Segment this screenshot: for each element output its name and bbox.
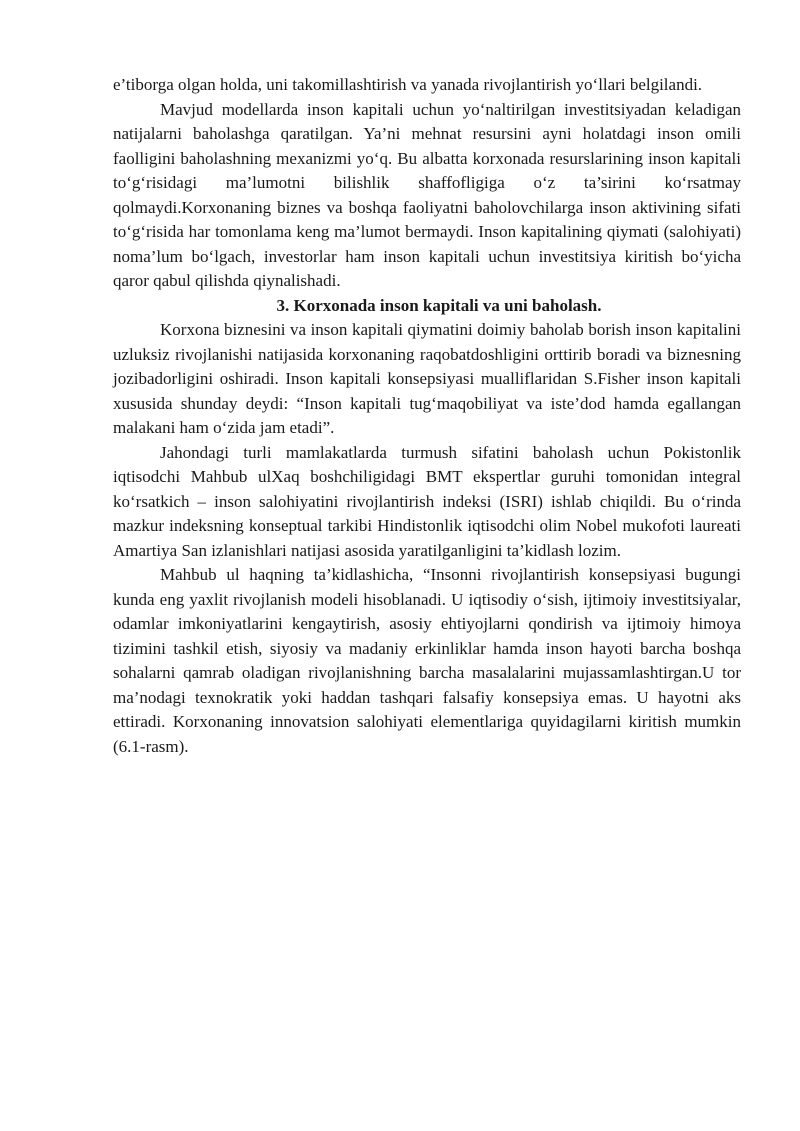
paragraph-mahbub: Mahbub ul haqning ta’kidlashicha, “Insonni rivojlantirish konsepsiyasi bugungi kunda eng yaxlit rivojlanish modeli hisoblanadi. U iqtisodiy o‘sish, ijtimoiy investitsiyalar, odamlar imkoniyatlarini kengaytirish, asosiy ehtiyojlarni qondirish va ijtimoiy himoya tizimini tashkil etish, siyosiy va madaniy erkinliklar hamda inson hayoti barcha boshqa sohalarni qamrab oladigan rivojlanishning barcha masalalarini mujassamlashtirgan.U tor ma’nodagi texnokratik yoki haddan tashqari falsafiy konsepsiya emas. U hayotni aks ettiradi. Korxonaning innovatsion salohiyati elementlariga quyidagilarni kiritish mumkin (6.1-rasm). <box>113 565 741 756</box>
paragraph-fisher: Korxona biznesini va inson kapitali qiymatini doimiy baholab borish inson kapitalini uzluksiz rivojlanishi natijasida korxonaning raqobatdoshligini orttirib boradi va biznesning jozibadorligini oshiradi. Inson kapitali konsepsiyasi mualliflaridan S.Fisher inson kapitali xususida shunday deydi: “Inson kapitali tug‘maqobiliyat va iste’dod hamda egallangan malakani ham o‘zida jam etadi”. <box>113 320 741 437</box>
paragraph-continuation: e’tiborga olgan holda, uni takomillashtirish va yanada rivojlantirish yo‘llari belgilandi. <box>113 75 703 94</box>
paragraph-models: Mavjud modellarda inson kapitali uchun yo‘naltirilgan investitsiyadan keladigan natijalarni baholashga qaratilgan. Ya’ni mehnat resursini ayni holatdagi inson omili faolligini baholashning mexanizmi yo‘q. Bu albatta korxonada resurslarining inson kapitali to‘g‘risidagi ma’lumotni bilishlik shaffofligiga o‘z ta’sirini ko‘rsatmay qolmaydi.Korxonaning biznes va boshqa faoliyatni baholovchilarga inson aktivining sifati to‘g‘risida har tomonlama keng ma’lumot bermaydi. Inson kapitalining qiymati (salohiyati) noma’lum bo‘lgach, investorlar ham inson kapitali uchun investitsiya kiritish bo‘yicha qaror qabul qilishda qiynalishadi. <box>113 99 741 290</box>
section-heading: 3. Korxonada inson kapitali va uni baholash. <box>276 295 602 315</box>
paragraph-isri: Jahondagi turli mamlakatlarda turmush sifatini baholash uchun Pokistonlik iqtisodchi Mahbub ulXaq boshchiligidagi BMT ekspertlar guruhi tomonidan integral ko‘rsatkich – inson salohiyatini rivojlantirish indeksi (ISRI) ishlab chiqildi. Bu o‘rinda mazkur indeksning konseptual tarkibi Hindistonlik iqtisodchi olim Nobel mukofoti laureati Amartiya San izlanishlari natijasi asosida yaratilganligini ta’kidlash lozim. <box>113 442 741 560</box>
document-page <box>113 73 741 759</box>
